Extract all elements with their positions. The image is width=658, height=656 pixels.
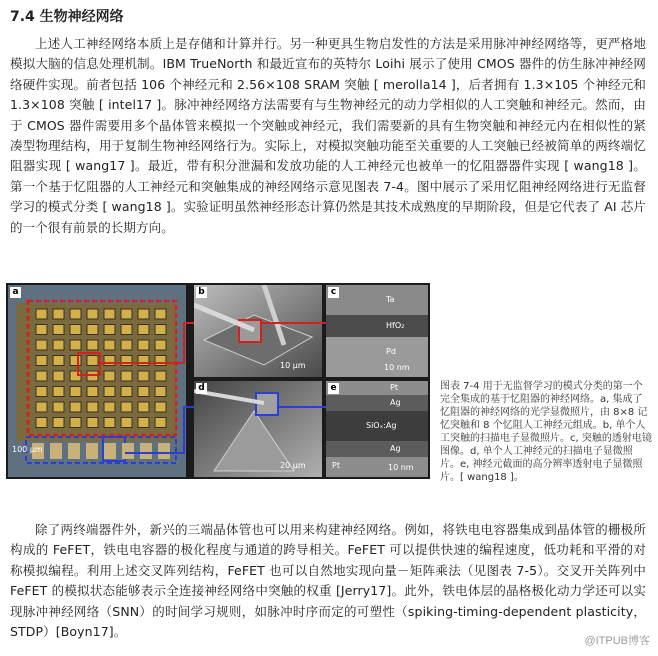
layer-c-pd: Pd — [386, 347, 396, 356]
synapse-cell — [121, 309, 132, 319]
watermark: @ITPUB博客 — [584, 635, 650, 647]
synapse-cell — [36, 309, 47, 319]
synapse-cell — [104, 402, 115, 412]
panel-a-chip-micrograph — [8, 285, 186, 477]
synapse-cell — [87, 340, 98, 350]
synapse-cell — [36, 325, 47, 335]
layer-e-siox: SiOₓ:Ag — [366, 421, 397, 430]
neuron-pad — [50, 443, 62, 459]
synapse-cell — [36, 418, 47, 428]
layer-e-ag-top: Ag — [390, 398, 401, 407]
synapse-cell — [70, 387, 81, 397]
layer-e-pt-top: Pt — [390, 383, 398, 392]
synapse-cell — [70, 402, 81, 412]
panel-label-b: b — [196, 287, 207, 298]
synapse-cell — [121, 340, 132, 350]
neuron-pad — [140, 443, 152, 459]
synapse-cell — [87, 325, 98, 335]
synapse-cell — [87, 356, 98, 366]
synapse-cell — [155, 340, 166, 350]
synapse-cell — [53, 371, 64, 381]
layer-e-ag-bottom: Ag — [390, 444, 401, 453]
synapse-cell — [104, 356, 115, 366]
scale-c: 10 nm — [384, 363, 410, 372]
synapse-tem-image — [326, 285, 428, 377]
synapse-cell — [70, 309, 81, 319]
synapse-cell — [70, 340, 81, 350]
panel-e-neuron-tem — [326, 381, 428, 477]
figure-7-4 — [6, 283, 430, 479]
synapse-cell — [138, 356, 149, 366]
synapse-cell — [155, 387, 166, 397]
synapse-cell — [53, 387, 64, 397]
neuron-pad — [122, 443, 134, 459]
synapse-cell — [138, 418, 149, 428]
layer-c-ta: Ta — [386, 295, 395, 304]
layer-e-pt-bottom: Pt — [332, 461, 340, 470]
panel-c-synapse-tem — [326, 285, 428, 377]
synapse-cell — [53, 340, 64, 350]
panel-d-neuron-sem — [194, 381, 322, 477]
synapse-cell — [104, 371, 115, 381]
synapse-cell — [121, 418, 132, 428]
panel-label-d: d — [196, 383, 207, 394]
panel-label-c: c — [328, 287, 339, 298]
paragraph-2: 除了两终端器件外，新兴的三端晶体管也可以用来构建神经网络。例如，将铁电电容器集成到晶体管的栅极所构成的 FeFET，铁电电容器的极化程度与通道的跨导相关。FeFET 可以提供快速的编程速度，低功耗和平滑的对称模拟编程。利用上述交叉阵列结构，FeFET 也可以自然地实现向量－矩阵乘法（见图表 7-5）。交叉开关阵列中 FeFET 的模拟状态能够表示全连接神经网络中突触的权重 [Jerry17]。此外，铁电体层的晶格极化动力学还可以实现脉冲神经网络（SNN）的时间学习规则，如脉冲时序而定的可塑性（spiking-timing-dependent plasticity，STDP）[Boyn17]。 — [10, 522, 646, 640]
neuron-pad — [104, 443, 116, 459]
neuron-pad — [86, 443, 98, 459]
synapse-cell — [53, 356, 64, 366]
synapse-cell — [121, 402, 132, 412]
synapse-cell — [87, 418, 98, 428]
synapse-cell — [121, 371, 132, 381]
paragraph-1: 上述人工神经网络本质上是存储和计算并行。另一种更具生物启发性的方法是采用脉冲神经网络等，更严格地模拟大脑的信息处理机制。IBM TrueNorth 和最近宣布的英特尔 Loihi 展示了使用 CMOS 器件的仿生脉冲神经网络硬件实现。前者包括 106 个神经元和 2.56×108 SRAM 突触 [ merolla14 ]，后者拥有 1.3×105 个神经元和 1.3×108 突触 [ intel17 ]。脉冲神经网络方法需要有与生物神经元的动力学相似的人工突触和神经元。然而，由于 CMOS 器件需要用多个晶体管来模拟一个突触或神经元，我们需要新的具有生物突触和神经元内在相似性的紧凑型物理结构，用于复制生物神经网络行为。实际上，对模拟突触功能至关重要的人工突触已经被简单的两终端忆阻器实现 [ wang17 ]。最近，带有积分泄漏和发放功能的人工神经元也被单一的忆阻器器件实现 [ wang18 ]。第一个基于忆阻器的人工神经元和突触集成的神经网络示意见图表 7-4。图中展示了采用忆阻神经网络进行无监督学习的模式分类 [ wang18 ]。实验证明虽然神经形态计算仍然是其技术成熟度的早期阶段，但是它代表了 AI 芯片的一个很有前景的长期方向。 — [10, 36, 646, 235]
synapse-cell — [138, 340, 149, 350]
synapse-cell — [53, 402, 64, 412]
neuron-pad — [68, 443, 80, 459]
synapse-cell — [53, 309, 64, 319]
layer-c-hfo2: HfO₂ — [386, 321, 405, 330]
scale-a: 100 μm — [12, 445, 43, 454]
synapse-cell — [87, 387, 98, 397]
scale-e: 10 nm — [388, 463, 414, 472]
synapse-cell — [36, 356, 47, 366]
synapse-cell — [155, 371, 166, 381]
synapse-cell — [138, 402, 149, 412]
synapse-cell — [104, 418, 115, 428]
figure-caption: 图表 7-4 用于无监督学习的模式分类的第一个完全集成的基于忆阻器的神经网络。a, 集成了忆阻器的神经网络的光学显微照片，由 8×8 记忆突触和 8 个忆阻人工神经元组成。b, 单个人工突触的扫描电子显微照片。c, 突触的透射电镜图像。d, 单个人工神经元的扫描电子显微照片。e, 神经元截面的高分辨率透射电子显微照片。[ wang18 ]。 — [440, 381, 652, 483]
synapse-cell — [36, 402, 47, 412]
synapse-cell — [138, 309, 149, 319]
synapse-cell — [70, 356, 81, 366]
synapse-cell — [87, 402, 98, 412]
synapse-cell — [104, 325, 115, 335]
panel-label-e: e — [328, 383, 339, 394]
synapse-cell — [70, 325, 81, 335]
synapse-cell — [53, 418, 64, 428]
synapse-cell — [121, 356, 132, 366]
synapse-cell — [121, 325, 132, 335]
synapse-cell — [121, 387, 132, 397]
synapse-cell — [36, 371, 47, 381]
synapse-cell — [138, 325, 149, 335]
synapse-cell — [70, 418, 81, 428]
synapse-cell — [87, 309, 98, 319]
synapse-cell — [104, 340, 115, 350]
synapse-cell — [155, 325, 166, 335]
synapse-cell — [53, 325, 64, 335]
synapse-cell — [104, 387, 115, 397]
panel-label-a: a — [10, 287, 21, 298]
synapse-cell — [138, 387, 149, 397]
synapse-cell — [36, 387, 47, 397]
synapse-cell — [104, 309, 115, 319]
section-title: 7.4 生物神经网络 — [10, 9, 124, 25]
synapse-cell — [155, 402, 166, 412]
scale-d: 20 μm — [280, 461, 306, 470]
synapse-cell — [155, 418, 166, 428]
panel-b-synapse-sem — [194, 285, 322, 377]
synapse-cell — [155, 356, 166, 366]
neuron-pad — [158, 443, 170, 459]
synapse-cell — [36, 340, 47, 350]
scale-b: 10 μm — [280, 361, 306, 370]
synapse-cell — [138, 371, 149, 381]
synapse-cell — [155, 309, 166, 319]
